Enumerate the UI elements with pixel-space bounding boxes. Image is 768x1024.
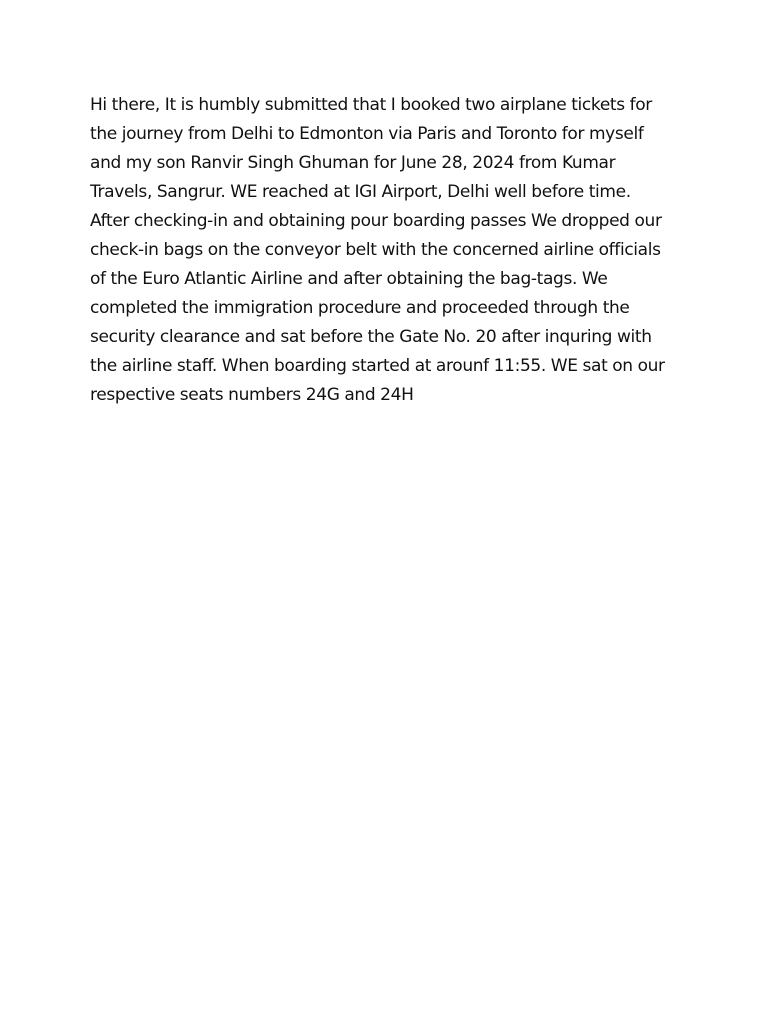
paragraph-line: completed the immigration procedure and proceeded through the [90,298,630,318]
paragraph-line: security clearance and sat before the Gate No. 20 after inquring with [90,327,652,347]
paragraph-line: After checking-in and obtaining pour boarding passes We dropped our [90,211,662,231]
paragraph-line: Travels, Sangrur. WE reached at IGI Airport, Delhi well before time. [90,182,631,202]
body-paragraph [90,91,690,410]
paragraph-line: the airline staff. When boarding started at arounf 11:55. WE sat on our [90,356,665,376]
paragraph-line: the journey from Delhi to Edmonton via Paris and Toronto for myself [90,124,644,144]
paragraph-line: check-in bags on the conveyor belt with the concerned airline officials [90,240,661,260]
paragraph-line: Hi there, It is humbly submitted that I booked two airplane tickets for [90,95,652,115]
paragraph-line: of the Euro Atlantic Airline and after obtaining the bag-tags. We [90,269,608,289]
paragraph-line: respective seats numbers 24G and 24H [90,385,414,405]
paragraph-line: and my son Ranvir Singh Ghuman for June 28, 2024 from Kumar [90,153,616,173]
